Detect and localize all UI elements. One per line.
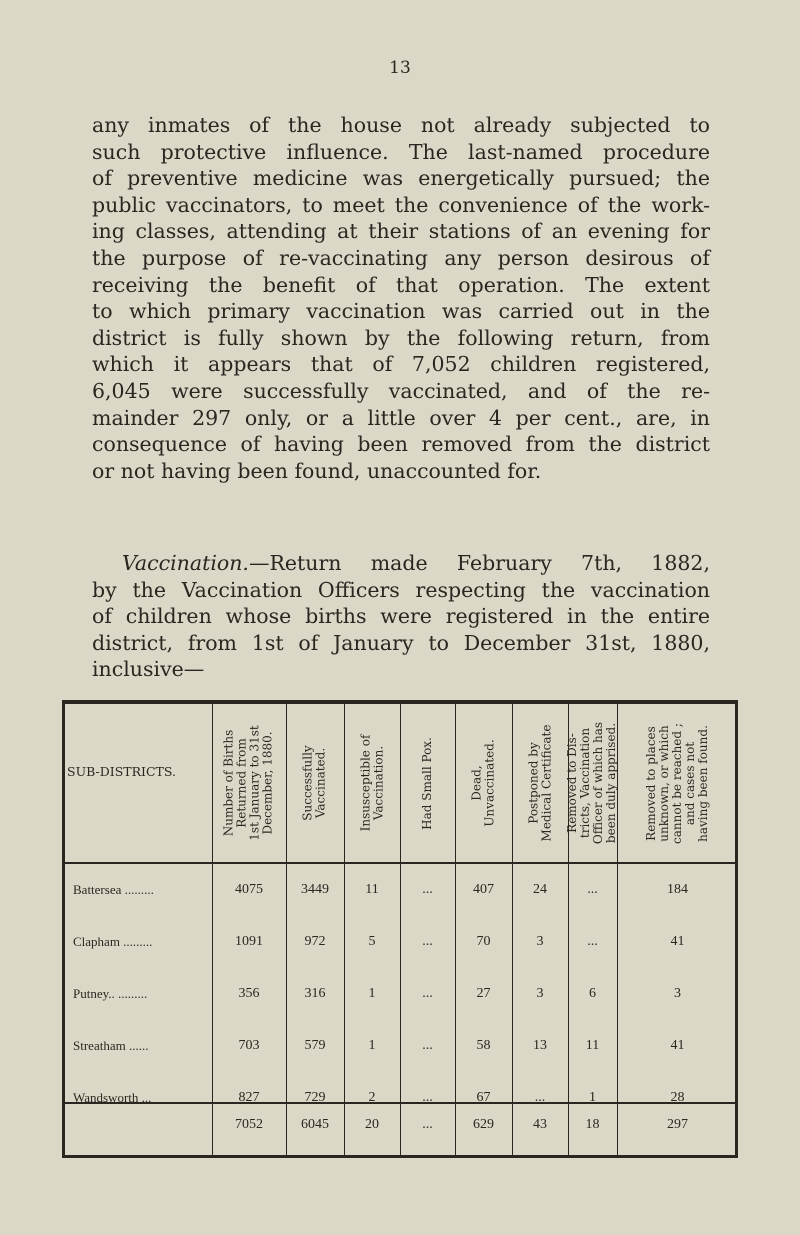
table-cell: 184 [667,882,688,897]
column-header [344,708,400,858]
table-cell: 13 [533,1038,547,1053]
total-cell: 43 [533,1117,547,1132]
table-cell: ... [587,882,598,897]
table-cell: 3 [674,986,681,1001]
column-header-text: Postponed by Medical Certificate [526,724,554,842]
text-line-content: of children whose births were registered in the entire [92,604,710,629]
column-header [286,708,344,858]
text-line: 6,045 were successfully vaccinated, and of the re- [92,378,710,403]
column-header-text: Dead, Unvaccinated. [469,739,497,827]
table-cell: 4075 [235,882,263,897]
text-line [92,630,710,657]
text-line: the purpose of re-vaccinating any person desirous of [92,245,710,270]
text-line: any inmates of the house not already subjected to [92,113,710,137]
table-cell: 2 [368,1090,376,1105]
table-cell: 24 [533,882,547,897]
column-header [512,708,568,858]
table-cell: 41 [670,934,685,949]
column-header-text: Number of Births Returned from 1st January to 31st December, 1880. [222,725,276,841]
text-line-content: inclusive— [92,657,205,682]
text-line: district is fully shown by the following return, from [92,325,710,350]
table-cell: ... [422,986,433,1001]
table-cell: 827 [238,1090,260,1105]
table-cell: 3 [536,986,544,1001]
column-header [212,708,286,858]
table-cell: 58 [476,1038,491,1053]
table-cell: ... [422,1038,433,1053]
district-name: Clapham ......... [73,934,153,949]
table-cell: 1 [368,1038,376,1053]
table-cell: 1 [368,986,376,1001]
table-cell: 6 [589,986,596,1001]
district-name: Streatham ...... [73,1038,149,1053]
table-cell: 579 [304,1038,326,1053]
text-line: such protective influence. The last-named procedure [92,139,710,164]
table-cell: ... [422,934,433,949]
column-header [565,708,619,858]
table-cell: 11 [365,882,379,897]
column-header-text: Insusceptible of Vaccination. [358,734,385,832]
column-header [617,708,738,858]
text-line-content: district, from 1st of January to December 31st, 1880, [92,630,710,655]
column-header-text: Successfully Vaccinated. [301,745,328,821]
paragraph-2 [92,550,710,683]
column-header [400,708,455,858]
column-header [455,708,512,858]
text-line [92,603,710,630]
text-line: public vaccinators, to meet the convenience of the work- [92,192,710,217]
table-cell: ... [422,882,433,897]
paragraph-1 [92,112,710,484]
text-line-content: by the Vaccination Officers respecting the vaccination [92,577,710,602]
table-cell: 27 [476,986,491,1001]
column-header-text: Removed to places unknown, or which cannot be reached ; and cases not having been found. [644,722,710,844]
total-cell: 6045 [301,1117,329,1132]
total-cell: 20 [365,1117,379,1132]
table-cell: 316 [304,986,326,1001]
text-line: mainder 297 only, or a little over 4 per cent., are, in [92,405,710,430]
table-cell: 1 [589,1090,596,1105]
district-name: Battersea ......... [73,882,154,897]
district-name: Putney.. ......... [73,986,148,1001]
table-cell: 5 [368,934,376,949]
text-line: or not having been found, unaccounted for. [92,458,542,483]
text-line [92,550,710,577]
row-divider [65,862,735,864]
table-cell: 1091 [235,934,263,949]
table-cell: ... [534,1090,546,1105]
text-line: ing classes, attending at their stations of an evening for [92,219,710,244]
total-cell: 297 [667,1117,688,1132]
column-header: SUB-DISTRICTS. [67,764,176,779]
table-cell: ... [587,934,598,949]
table-cell: 3449 [301,882,329,897]
table-cell: 972 [304,934,326,949]
table-cell: 11 [585,1038,600,1053]
total-cell: 18 [585,1117,600,1132]
table-cell: 703 [238,1038,260,1053]
table-cell: 356 [238,986,260,1001]
total-cell: ... [422,1117,433,1132]
total-cell: 7052 [235,1117,263,1132]
text-line-content: —Return made February 7th, 1882, [248,551,710,575]
text-line [92,577,710,604]
district-name: Wandsworth ... [73,1090,152,1105]
text-line [92,656,710,683]
table-cell: 407 [473,882,494,897]
table-cell: 729 [304,1090,326,1105]
section-heading: Vaccination. [122,551,249,575]
column-header-text: Had Small Pox. [420,736,435,830]
text-line: receiving the benefit of that operation. The extent [92,272,710,297]
table-cell: ... [422,1090,433,1105]
vaccination-table [62,700,738,1158]
text-line: which it appears that of 7,052 children registered, [92,352,710,377]
text-line: consequence of having been removed from the district [92,432,710,457]
table-cell: 28 [670,1090,685,1105]
total-cell: 629 [473,1117,494,1132]
page-number: 13 [389,58,411,78]
text-line: of preventive medicine was energetically pursued; the [92,166,710,191]
table-cell: 3 [536,934,544,949]
text-line: to which primary vaccination was carried out in the [92,299,710,324]
column-header-text: Removed to Dis- tricts, Vaccination Officer of which has been duly apprised. [565,721,619,845]
table-cell: 67 [476,1090,491,1105]
table-cell: 41 [670,1038,685,1053]
table-cell: 70 [476,934,491,949]
